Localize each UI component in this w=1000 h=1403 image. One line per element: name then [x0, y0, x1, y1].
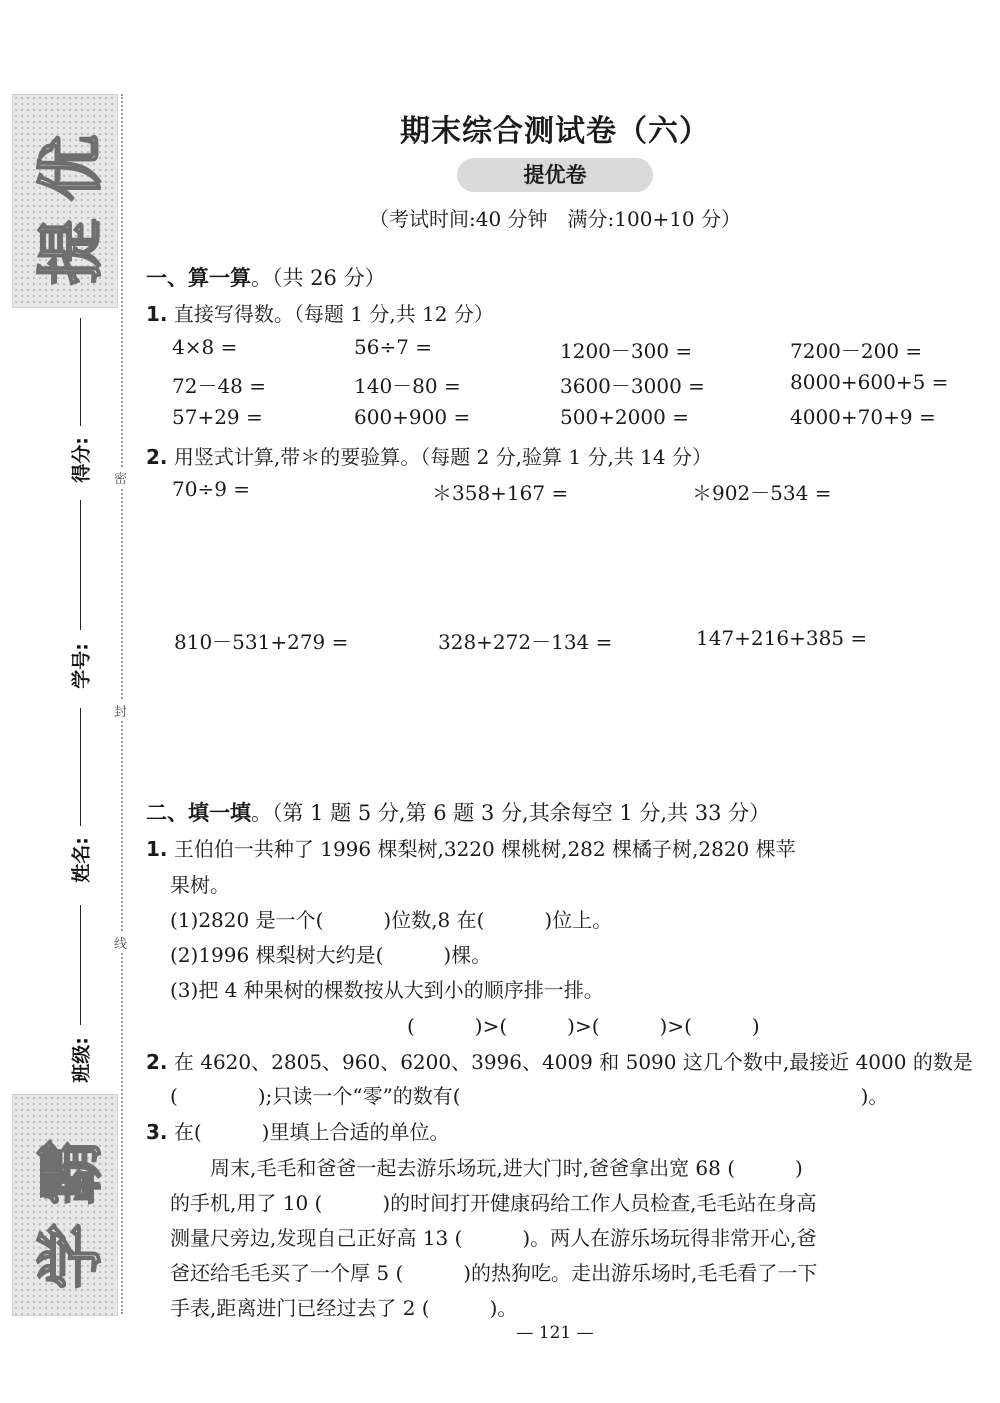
s2-q1-sub1[interactable]: (1)2820 是一个( )位数,8 在( )位上。	[170, 908, 613, 932]
exam-info: （考试时间:40 分钟 满分:100+10 分）	[368, 207, 742, 231]
oral-calc-item[interactable]: 7200－200 =	[790, 339, 923, 363]
oral-calc-item[interactable]: 56÷7 =	[354, 335, 433, 359]
s2-q3-text: 在( )里填上合适的单位。	[173, 1120, 450, 1144]
vertical-calc-item[interactable]: ＊902－534 =	[692, 481, 832, 505]
section-2-title: 填一填	[188, 801, 251, 825]
seal-mark-feng: 封	[114, 700, 127, 721]
s2-q3-paragraph-line[interactable]: 测量尺旁边,发现自己正好高 13 ( )。两人在游乐场玩得非常开心,爸	[170, 1226, 817, 1250]
s2-q1-text: 王伯伯一共种了 1996 棵梨树,3220 棵桃树,282 棵橘子树,2820 棵苹	[173, 837, 796, 861]
s2-q3-paragraph-line[interactable]: 手表,距离进门已经过去了 2 ( )。	[170, 1296, 518, 1320]
oral-calc-item[interactable]: 57+29 =	[172, 405, 263, 429]
vertical-calc-item[interactable]: 810－531+279 =	[174, 630, 349, 654]
s1-q1-prompt	[146, 298, 494, 327]
class-field-line[interactable]	[80, 905, 81, 1025]
oral-calc-item[interactable]: 140－80 =	[354, 374, 461, 398]
vertical-calc-item[interactable]: 328+272－134 =	[438, 630, 613, 654]
name-field-label: 姓名:	[70, 837, 93, 883]
section-1-score: 。（共 26 分）	[251, 266, 386, 290]
difficulty-badge: 提优卷	[457, 158, 653, 192]
student-id-field-line[interactable]	[80, 500, 81, 630]
s1-q2-number: 2.	[146, 445, 168, 469]
s2-q2-text: 在 4620、2805、960、6200、3996、4009 和 5090 这几个数中,最接近 4000 的数是	[173, 1050, 973, 1074]
s2-q1-sub2[interactable]: (2)1996 棵梨树大约是( )棵。	[170, 943, 492, 967]
vertical-calc-item[interactable]: 147+216+385 =	[696, 626, 868, 650]
name-field-line[interactable]	[80, 708, 81, 826]
score-field-label: 得分:	[70, 437, 93, 483]
s1-q2-text: 用竖式计算,带＊的要验算。（每题 2 分,验算 1 分,共 14 分）	[173, 445, 712, 469]
score-field-line[interactable]	[80, 318, 81, 426]
oral-calc-item[interactable]: 4×8 =	[172, 335, 238, 359]
s2-q1-sub3: (3)把 4 种果树的棵数按从大到小的顺序排一排。	[170, 978, 604, 1002]
s2-q1-line1	[146, 833, 796, 862]
s2-q1-line2: 果树。	[170, 873, 230, 897]
section-2-heading	[146, 797, 770, 827]
top-badge-text: 提优	[32, 117, 110, 285]
section-2-number: 二、	[146, 801, 188, 825]
oral-calc-item[interactable]: 4000+70+9 =	[790, 405, 936, 429]
s2-q3-paragraph-line[interactable]: 的手机,用了 10 ( )的时间打开健康码给工作人员检查,毛毛站在身高	[170, 1191, 817, 1215]
bottom-badge-decoration	[12, 1094, 118, 1316]
s2-q1-order-blanks[interactable]: ( )>( )>( )>( )	[407, 1014, 760, 1038]
s1-q2-prompt	[146, 441, 712, 470]
s1-q1-text: 直接写得数。（每题 1 分,共 12 分）	[173, 302, 494, 326]
page-title: 期末综合测试卷（六）	[400, 114, 710, 149]
s2-q2-line2[interactable]: ( );只读一个“零”的数有( )。	[170, 1084, 889, 1108]
oral-calc-item[interactable]: 1200－300 =	[560, 339, 693, 363]
vertical-calc-item[interactable]: 70÷9 =	[172, 477, 251, 501]
s2-q3-prompt	[146, 1116, 449, 1145]
s2-q1-number: 1.	[146, 837, 168, 861]
page-number: — 121 —	[516, 1323, 594, 1343]
oral-calc-item[interactable]: 600+900 =	[354, 405, 471, 429]
s2-q2-number: 2.	[146, 1050, 168, 1074]
vertical-calc-item[interactable]: ＊358+167 =	[432, 481, 569, 505]
s1-q1-number: 1.	[146, 302, 168, 326]
s2-q2-line1	[146, 1046, 973, 1075]
section-1-heading	[146, 262, 386, 292]
s2-q3-paragraph-line[interactable]: 周末,毛毛和爸爸一起去游乐场玩,进大门时,爸爸拿出宽 68 ( )	[170, 1156, 803, 1180]
class-field-label: 班级:	[70, 1037, 93, 1083]
oral-calc-item[interactable]: 3600－3000 =	[560, 374, 705, 398]
oral-calc-item[interactable]: 72－48 =	[172, 374, 267, 398]
s2-q3-paragraph-line[interactable]: 爸还给毛毛买了一个厚 5 ( )的热狗吃。走出游乐场时,毛毛看了一下	[170, 1261, 818, 1285]
s2-q3-number: 3.	[146, 1120, 168, 1144]
oral-calc-item[interactable]: 500+2000 =	[560, 405, 689, 429]
oral-calc-item[interactable]: 8000+600+5 =	[790, 370, 949, 394]
student-id-field-label: 学号:	[70, 643, 93, 689]
section-1-number: 一、	[146, 266, 188, 290]
seal-mark-xian: 线	[114, 932, 127, 953]
bottom-badge-text: 学霸	[32, 1121, 110, 1289]
section-2-score: 。（第 1 题 5 分,第 6 题 3 分,其余每空 1 分,共 33 分）	[251, 801, 771, 825]
seal-mark-mi: 密	[114, 467, 127, 488]
section-1-title: 算一算	[188, 266, 251, 290]
